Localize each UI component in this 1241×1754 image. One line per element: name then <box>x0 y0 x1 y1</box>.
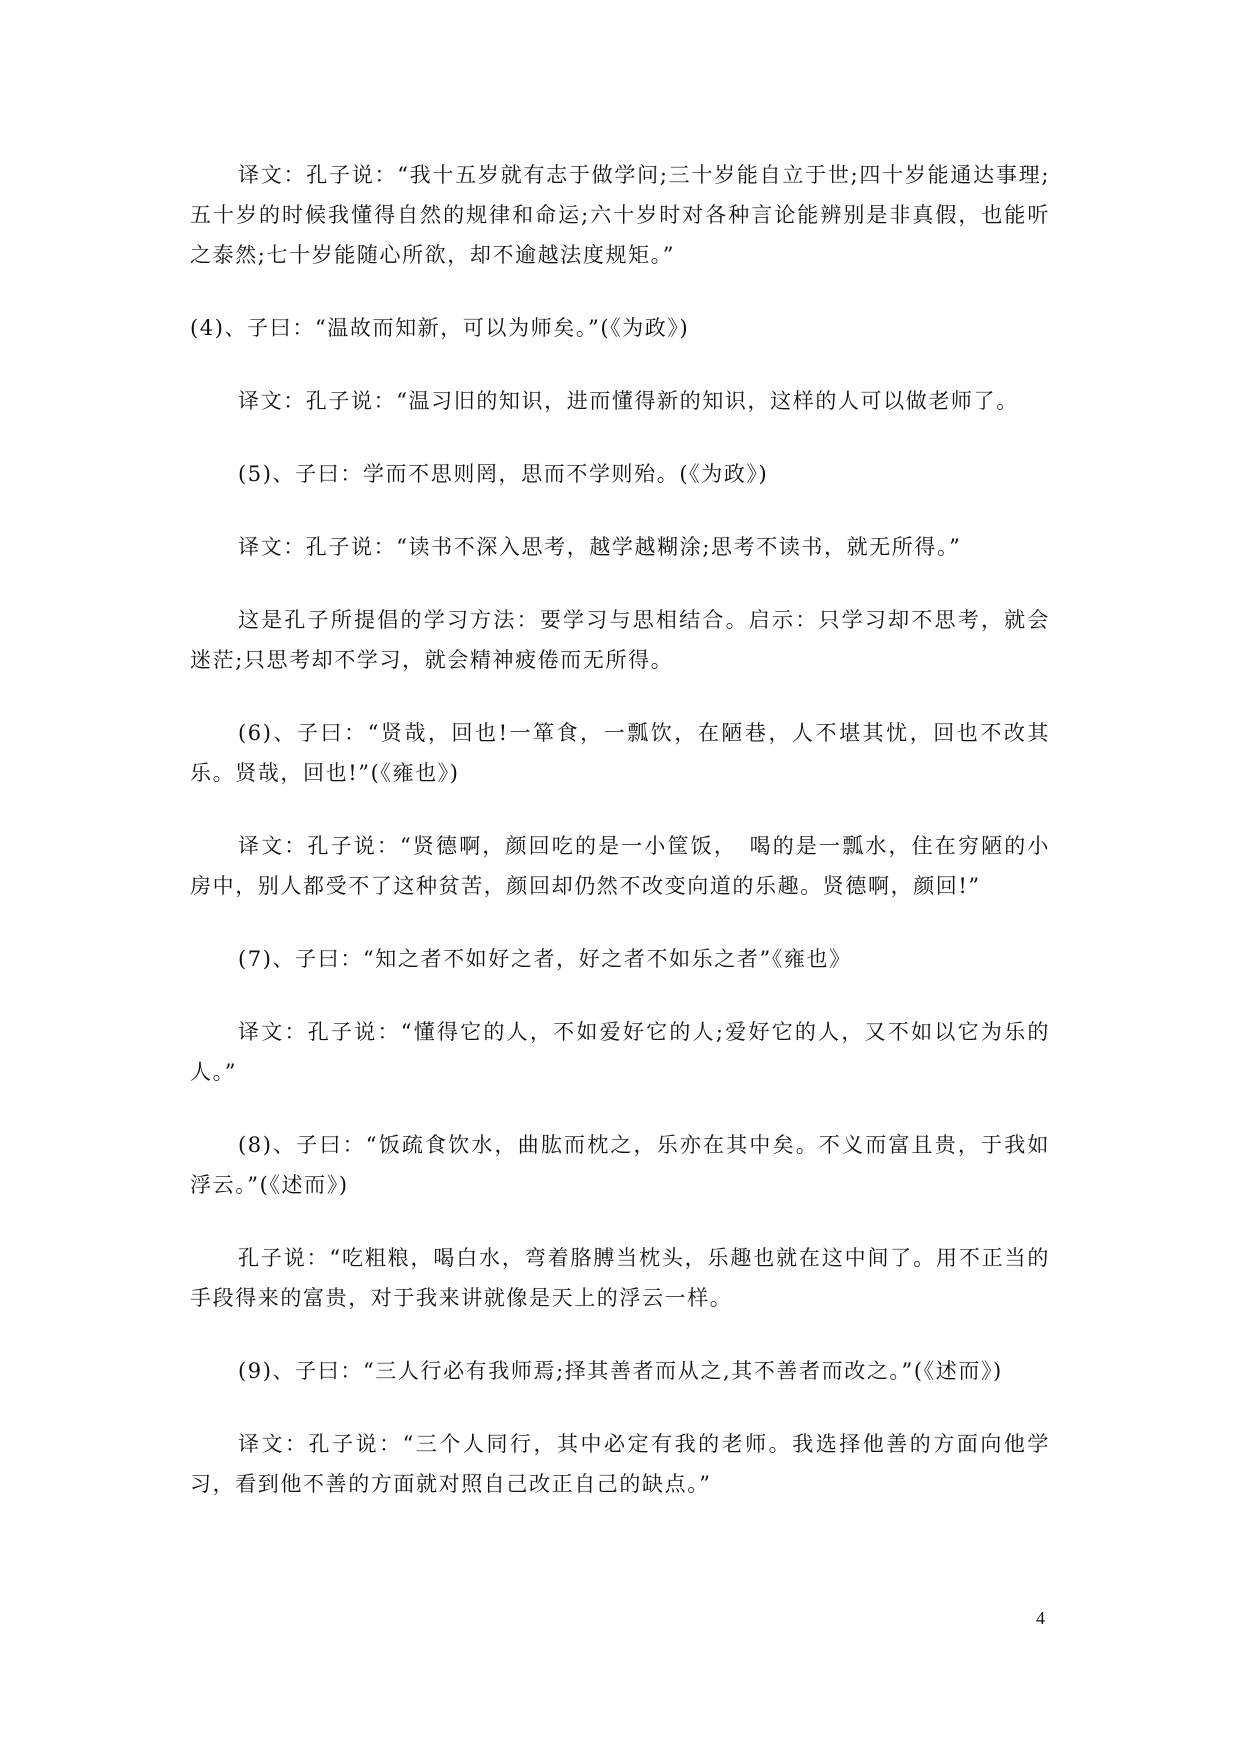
paragraph-quote-4: (4)、子曰：“温故而知新，可以为师矣。”(《为政》) <box>190 316 690 340</box>
paragraph-quote-8: (8)、子曰：“饭疏食饮水，曲肱而枕之，乐亦在其中矣。不义而富且贵，于我如浮云。”(《述而》) <box>190 1133 1050 1197</box>
paragraph-commentary-5: 这是孔子所提倡的学习方法：要学习与思相结合。启示：只学习却不思考，就会迷茫;只思考却不学习，就会精神疲倦而无所得。 <box>190 608 1050 672</box>
paragraph-quote-5: (5)、子曰：学而不思则罔，思而不学则殆。(《为政》) <box>238 462 769 486</box>
paragraph-translation-3: 译文：孔子说：“我十五岁就有志于做学问;三十岁能自立于世;四十岁能通达事理;五十岁的时候我懂得自然的规律和命运;六十岁时对各种言论能辨别是非真假，也能听之泰然;七十岁能随心所欲，却不逾越法度规矩。” <box>190 163 1050 267</box>
paragraph-translation-5: 译文：孔子说：“读书不深入思考，越学越糊涂;思考不读书，就无所得。” <box>238 535 962 559</box>
paragraph-translation-8: 孔子说：“吃粗粮，喝白水，弯着胳膊当枕头，乐趣也就在这中间了。用不正当的手段得来的富贵，对于我来讲就像是天上的浮云一样。 <box>190 1246 1050 1310</box>
paragraph-quote-6: (6)、子曰：“贤哉，回也!一箪食，一瓢饮，在陋巷，人不堪其忧，回也不改其乐。贤哉，回也!”(《雍也》) <box>190 721 1050 785</box>
paragraph-translation-4: 译文：孔子说：“温习旧的知识，进而懂得新的知识，这样的人可以做老师了。 <box>238 389 1019 413</box>
paragraph-translation-6: 译文：孔子说：“贤德啊，颜回吃的是一小筐饭， 喝的是一瓢水，住在穷陋的小房中，别人都受不了这种贫苦，颜回却仍然不改变向道的乐趣。贤德啊，颜回!” <box>190 834 1050 898</box>
paragraph-quote-9: (9)、子曰：“三人行必有我师焉;择其善者而从之,其不善者而改之。”(《述而》) <box>238 1359 1003 1383</box>
page-number: 4 <box>1036 1608 1045 1628</box>
paragraph-quote-7: (7)、子曰：“知之者不如好之者，好之者不如乐之者”《雍也》 <box>238 947 852 971</box>
paragraph-translation-7: 译文：孔子说：“懂得它的人，不如爱好它的人;爱好它的人，又不如以它为乐的人。” <box>190 1020 1050 1084</box>
document-body <box>190 155 1050 1504</box>
paragraph-translation-9: 译文：孔子说：“三个人同行，其中必定有我的老师。我选择他善的方面向他学习，看到他不善的方面就对照自己改正自己的缺点。” <box>190 1432 1050 1496</box>
